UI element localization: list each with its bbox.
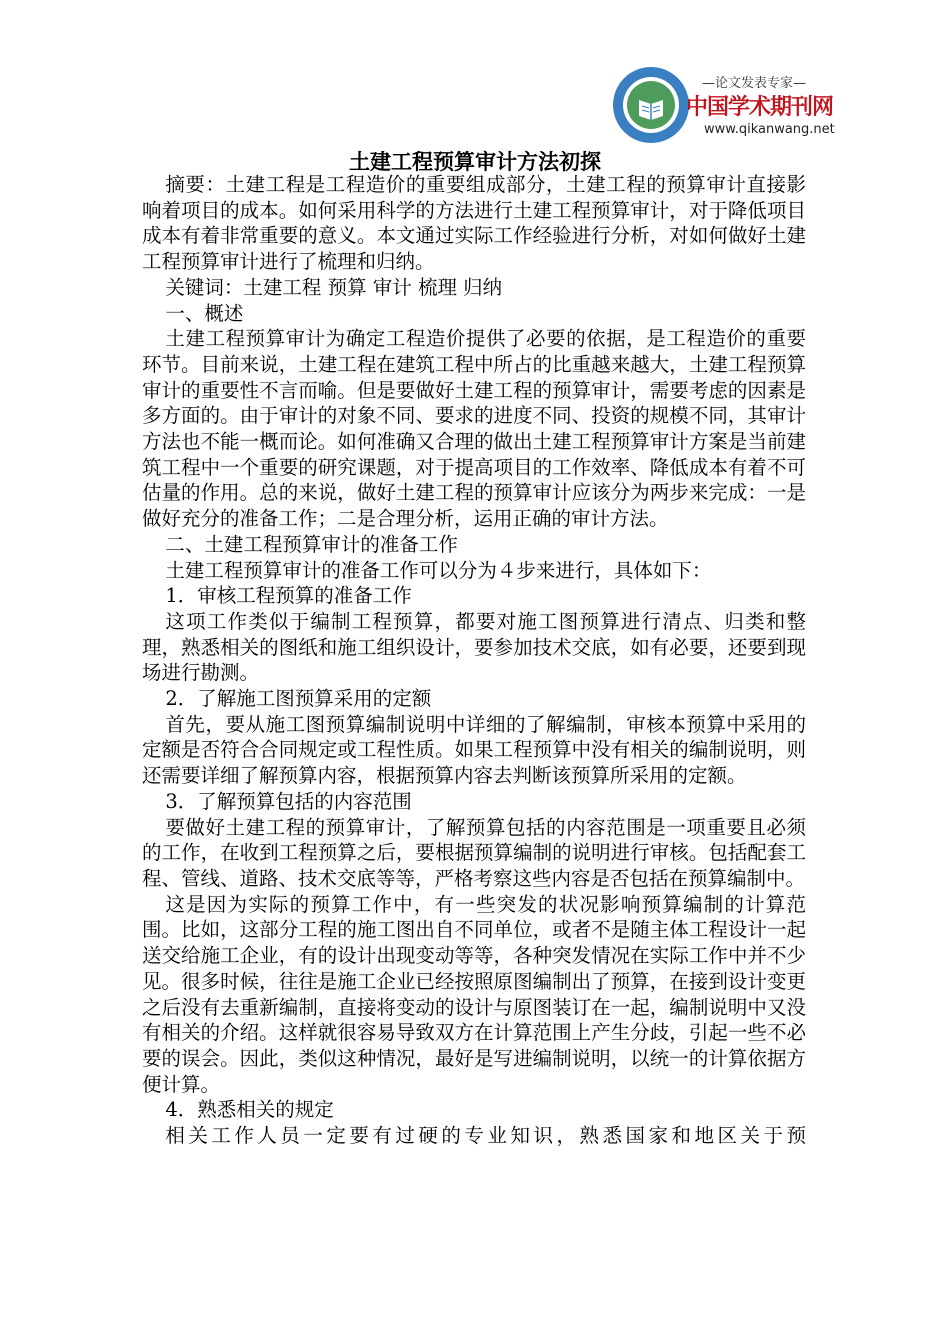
section-heading: 一、概述 <box>165 301 244 325</box>
body-paragraph: 土建工程预算审计的准备工作可以分为４步来进行，具体如下： <box>165 558 712 582</box>
subsection-heading: 3．了解预算包括的内容范围 <box>165 789 412 813</box>
logo-slogan: —论文发表专家— <box>702 76 807 91</box>
abstract-paragraph: 摘要：土建工程是工程造价的重要组成部分，土建工程的预算审计直接影响着项目的成本。如何采用科学的方法进行土建工程预算审计，对于降低项目成本有着非常重要的意义。本文通过实际工作经验进行分析，对如何做好土建工程预算审计进行了梳理和归纳。 <box>142 173 806 274</box>
seal-globe-book-icon <box>612 66 690 144</box>
document-title: 土建工程预算审计方法初探 <box>349 150 601 174</box>
logo-url: www.qikanwang.net <box>704 122 835 137</box>
keywords-line: 关键词：土建工程 预算 审计 梳理 归纳 <box>165 275 503 299</box>
body-paragraph: 要做好土建工程的预算审计，了解预算包括的内容范围是一项重要且必须的工作，在收到工程预算之后，要根据预算编制的说明进行审核。包括配套工程、管线、道路、技术交底等等，严格考察这些内容是否包括在预算编制中。 <box>142 815 806 890</box>
body-paragraph: 土建工程预算审计为确定工程造价提供了必要的依据，是工程造价的重要环节。目前来说，土建工程在建筑工程中所占的比重越来越大，土建工程预算审计的重要性不言而喻。但是要做好土建工程的预算审计，需要考虑的因素是多方面的。由于审计的对象不同、要求的进度不同、投资的规模不同，其审计方法也不能一概而论。如何准确又合理的做出土建工程预算审计方案是当前建筑工程中一个重要的研究课题，对于提高项目的工作效率、降低成本有着不可估量的作用。总的来说，做好土建工程的预算审计应该分为两步来完成：一是做好充分的准备工作；二是合理分析，运用正确的审计方法。 <box>142 327 806 531</box>
publisher-logo <box>612 66 835 146</box>
body-paragraph: 这项工作类似于编制工程预算，都要对施工图预算进行清点、归类和整理，熟悉相关的图纸和施工组织设计，要参加技术交底，如有必要，还要到现场进行勘测。 <box>142 609 806 685</box>
subsection-heading: 2．了解施工图预算采用的定额 <box>165 687 432 711</box>
body-paragraph: 这是因为实际的预算工作中，有一些突发的状况影响预算编制的计算范围。比如，这部分工程的施工图出自不同单位，或者不是随主体工程设计一起送交给施工企业，有的设计出现变动等等，各种突发情况在实际工作中并不少见。很多时候，往往是施工企业已经按照原图编制出了预算，在接到设计变更之后没有去重新编制，直接将变动的设计与原图装订在一起，编制说明中又没有相关的介绍。这样就很容易导致双方在计算范围上产生分歧，引起一些不必要的误会。因此，类似这种情况，最好是写进编制说明，以统一的计算依据方便计算。 <box>142 892 806 1096</box>
document-body <box>142 172 806 1149</box>
logo-brand-name: 中国学术期刊网 <box>686 95 834 120</box>
section-heading: 二、土建工程预算审计的准备工作 <box>165 532 458 556</box>
subsection-heading: 1．审核工程预算的准备工作 <box>165 584 412 608</box>
subsection-heading: 4．熟悉相关的规定 <box>165 1098 334 1122</box>
body-paragraph-truncated: 相关工作人员一定要有过硬的专业知识，熟悉国家和地区关于预 <box>165 1124 806 1148</box>
body-paragraph: 首先，要从施工图预算编制说明中详细的了解编制，审核本预算中采用的定额是否符合合同规定或工程性质。如果工程预算中没有相关的编制说明，则还需要详细了解预算内容，根据预算内容去判断该预算所采用的定额。 <box>142 712 806 788</box>
